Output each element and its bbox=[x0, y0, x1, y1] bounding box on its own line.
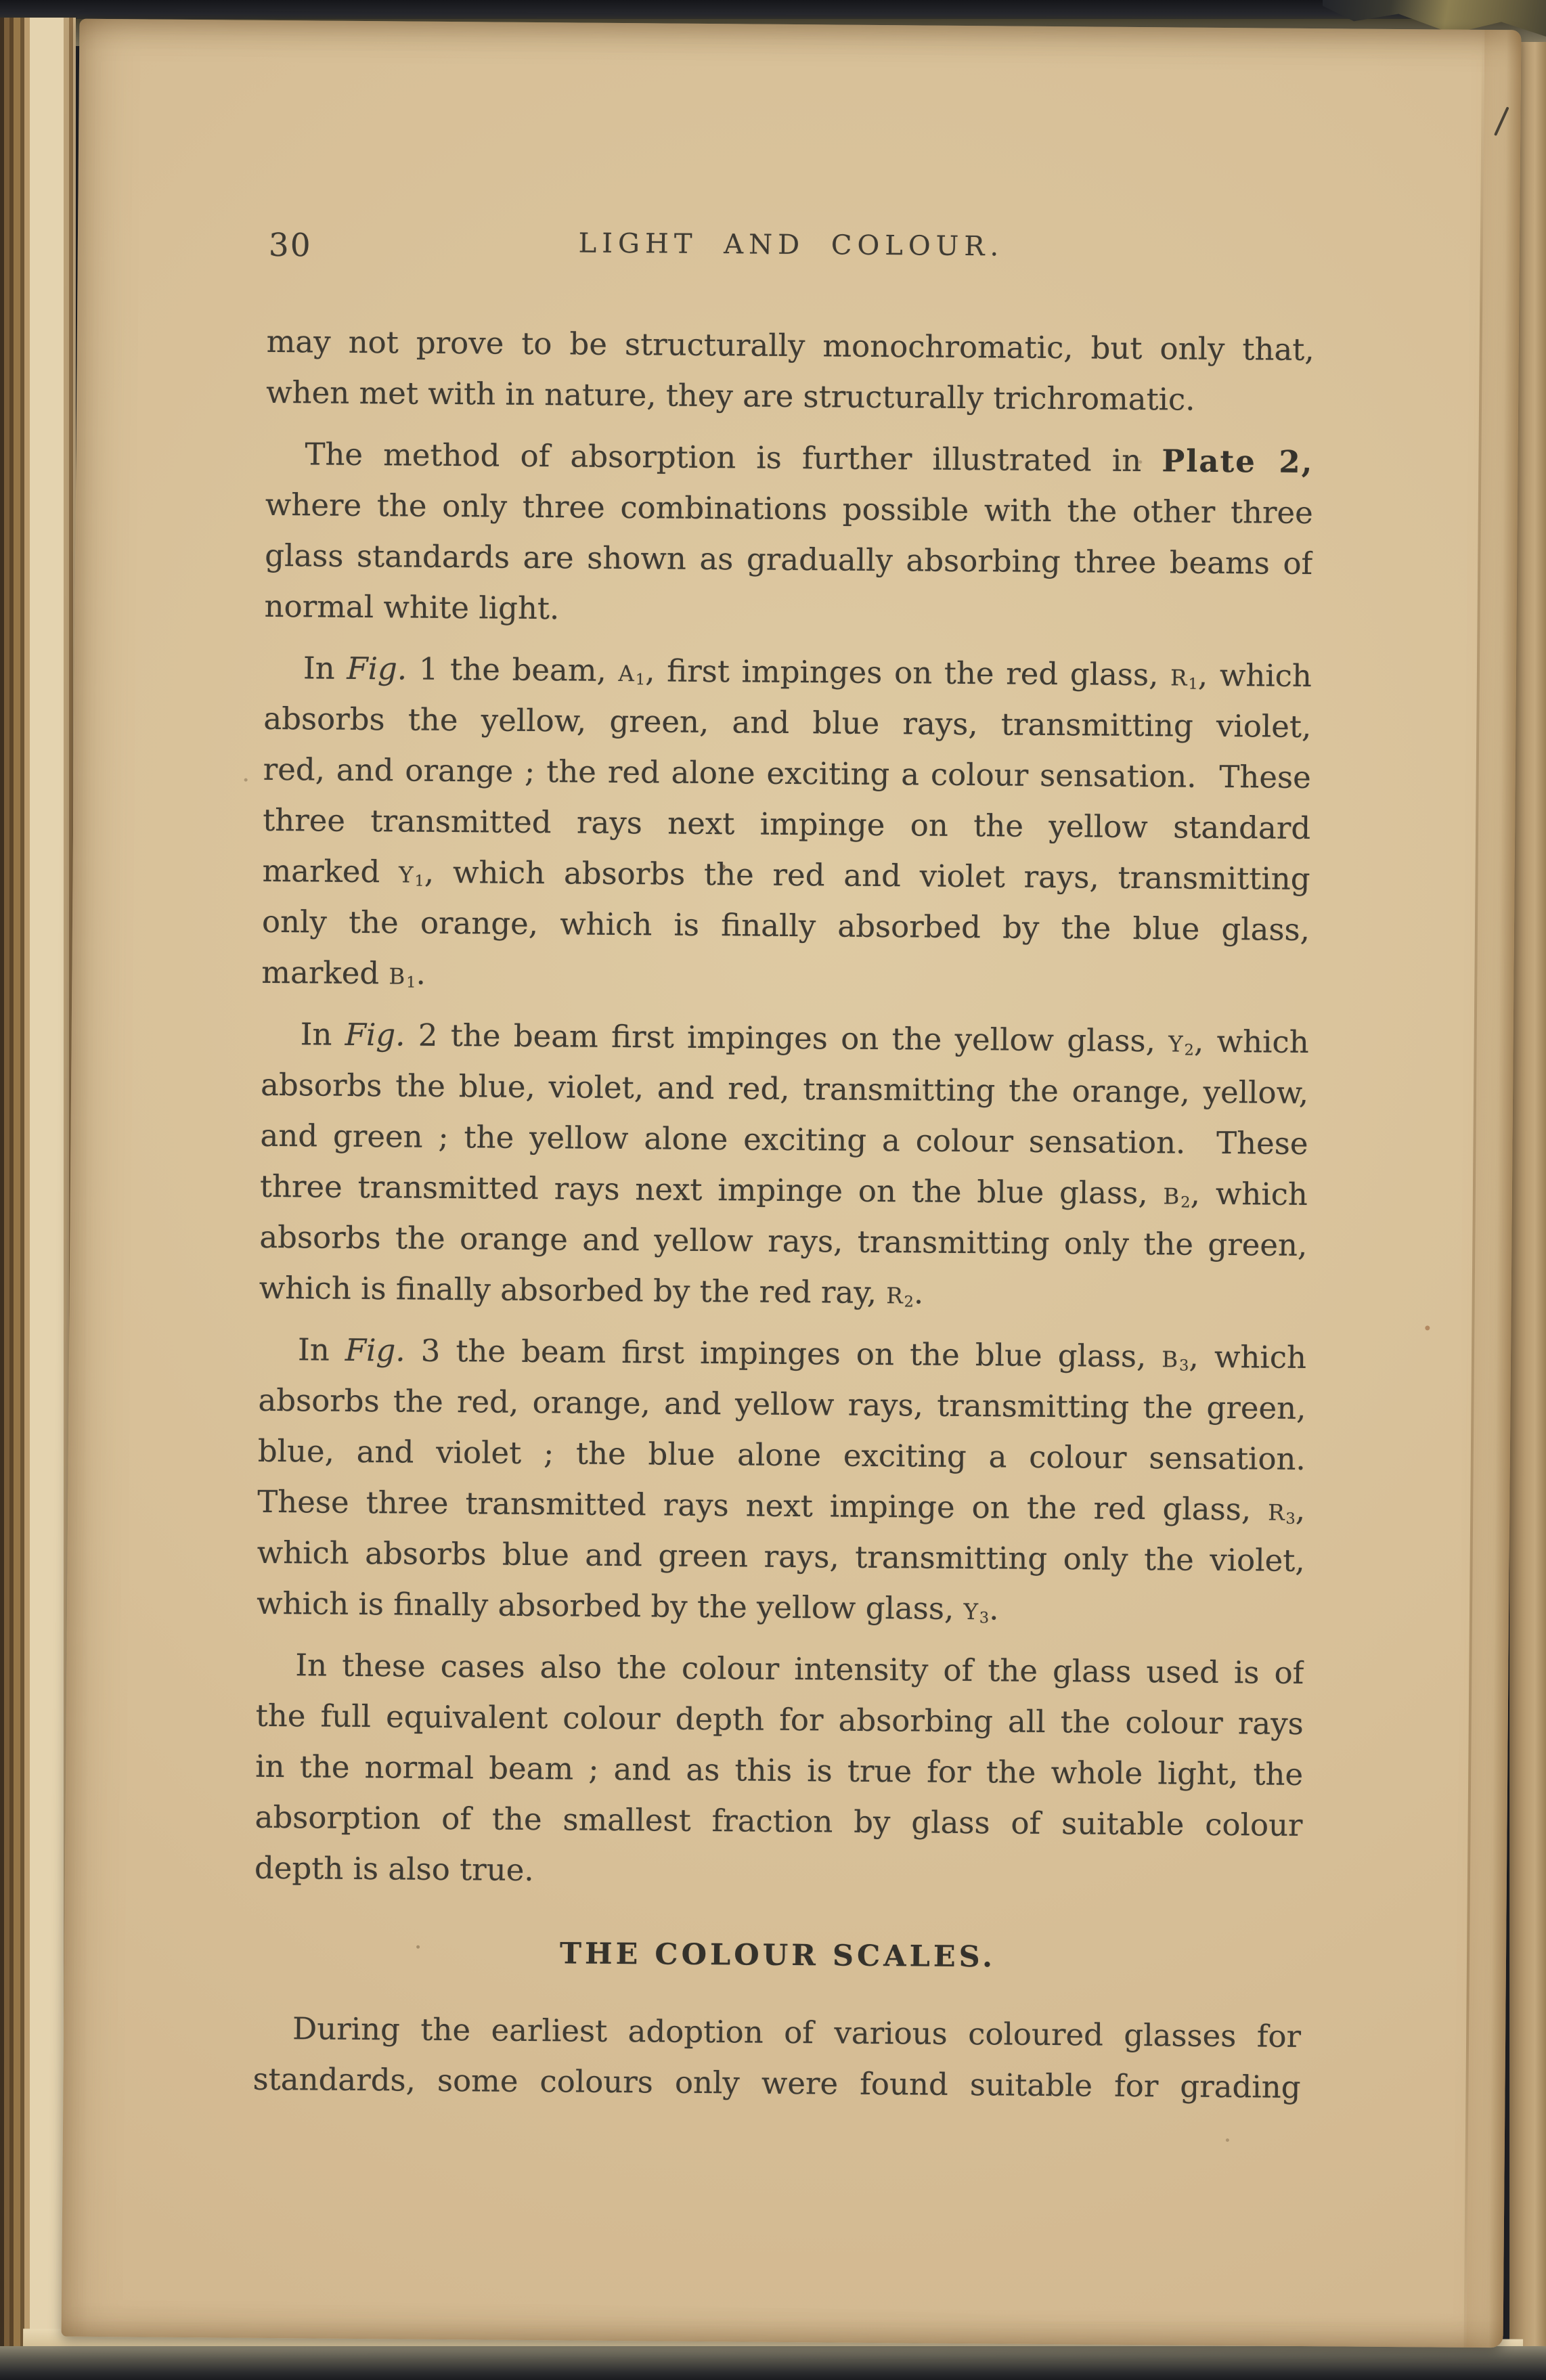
text-line: the full equivalent colour depth for absorbing all the colour rays bbox=[255, 1697, 1304, 1742]
text-line: blue, and violet ; the blue alone exciting a colour sensation. bbox=[257, 1432, 1306, 1477]
text-line: In Fig. 1 the beam, $A_1$, first impinges on the red glass, $R_1$, which bbox=[303, 650, 1312, 695]
text-line: three transmitted rays next impinge on the yellow standard bbox=[262, 801, 1311, 847]
book-cover-top bbox=[0, 0, 1546, 20]
text-line: may not prove to be structurally monochromatic, but only that, bbox=[266, 323, 1315, 368]
body-text bbox=[252, 316, 1315, 2113]
text-line: marked $Y_1$, which absorbs the red and violet rays, transmitting bbox=[262, 852, 1310, 898]
paragraph bbox=[255, 1639, 1304, 1901]
text-line: During the earliest adoption of various coloured glasses for bbox=[292, 2010, 1302, 2054]
page-number: 30 bbox=[268, 226, 312, 265]
text-line: absorbs the yellow, green, and blue rays, transmitting violet, bbox=[263, 700, 1312, 745]
paragraph bbox=[259, 1009, 1308, 1321]
text-block bbox=[252, 225, 1315, 2123]
paragraph bbox=[264, 428, 1313, 640]
section-heading: THE COLOUR SCALES. bbox=[559, 1937, 996, 1975]
text-line: which is finally absorbed by the yellow glass, $Y_3$. bbox=[256, 1585, 999, 1627]
text-line: standards, some colours only were found suitable for grading bbox=[252, 2061, 1301, 2105]
text-line: absorbs the red, orange, and yellow rays, transmitting the green, bbox=[258, 1382, 1306, 1426]
text-line: where the only three combinations possible with the other three bbox=[265, 486, 1314, 531]
text-line: only the orange, which is finally absorbed by the blue glass, bbox=[261, 903, 1310, 948]
page-header bbox=[267, 225, 1315, 276]
text-line: In Fig. 3 the beam first impinges on the blue glass, $B_3$, which bbox=[297, 1331, 1307, 1375]
text-line: and green ; the yellow alone exciting a colour sensation. These bbox=[260, 1117, 1308, 1162]
text-line: In Fig. 2 the beam first impinges on the yellow glass, $Y_2$, which bbox=[300, 1016, 1309, 1060]
text-line: three transmitted rays next impinge on the blue glass, $B_2$, which bbox=[259, 1168, 1308, 1212]
text-line: glass standards are shown as gradually absorbing three beams of bbox=[265, 537, 1313, 582]
text-line: absorbs the blue, violet, and red, transmitting the orange, yellow, bbox=[260, 1066, 1309, 1111]
ink-mark bbox=[1494, 106, 1509, 136]
text-line: normal white light. bbox=[264, 588, 560, 627]
text-line: marked $B_1$. bbox=[261, 954, 426, 992]
bottom-gutter-shadow bbox=[0, 2346, 1546, 2380]
text-line: The method of absorption is further illustrated in Plate 2, bbox=[305, 436, 1314, 481]
text-line: absorption of the smallest fraction by glass of suitable colour bbox=[255, 1799, 1303, 1843]
text-line: These three transmitted rays next impinge on the red glass, $R_3$, bbox=[257, 1483, 1306, 1528]
paragraph bbox=[257, 1324, 1306, 1637]
paragraph bbox=[252, 2003, 1301, 2113]
text-line: which absorbs blue and green rays, transmitting only the violet, bbox=[257, 1534, 1305, 1579]
running-title: LIGHT AND COLOUR. bbox=[578, 227, 1004, 263]
text-line: when met with in nature, they are structurally trichromatic. bbox=[265, 374, 1195, 418]
text-line: depth is also true. bbox=[254, 1849, 534, 1889]
text-line: red, and orange ; the red alone exciting a colour sensation. These bbox=[263, 751, 1311, 796]
text-line: In these cases also the colour intensity of the glass used is of bbox=[295, 1647, 1304, 1691]
text-line: absorbs the orange and yellow rays, transmitting only the green, bbox=[259, 1218, 1308, 1263]
page bbox=[62, 19, 1522, 2348]
paragraph bbox=[266, 316, 1315, 426]
paragraph bbox=[261, 642, 1312, 1006]
text-line: which is finally absorbed by the red ray, $R_2$. bbox=[259, 1269, 924, 1311]
text-line: in the normal beam ; and as this is true for the whole light, the bbox=[255, 1748, 1304, 1792]
